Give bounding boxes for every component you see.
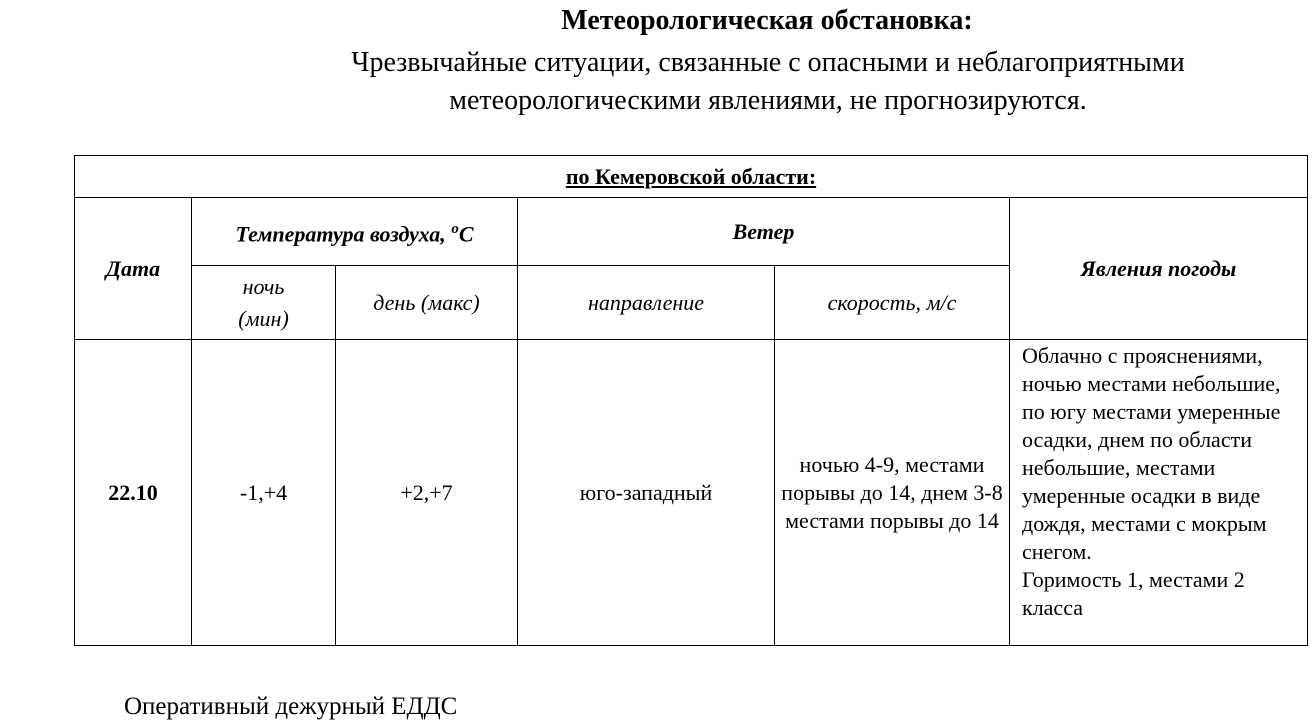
- forecast-summary-line-1: Чрезвычайные ситуации, связанные с опасными и неблагоприятными: [351, 47, 1185, 78]
- cell-wind-speed: ночью 4-9, местами порывы до 14, днем 3-8 местами порывы до 14: [775, 340, 1010, 646]
- header-night-line-2: (мин): [238, 305, 289, 331]
- cell-weather: [1010, 340, 1308, 646]
- header-temperature-unit: С: [458, 221, 474, 247]
- cell-date: 22.10: [75, 340, 192, 646]
- header-speed: скорость, м/с: [775, 266, 1010, 340]
- header-day: день (макс): [336, 266, 518, 340]
- region-header: по Кемеровской области:: [75, 156, 1308, 198]
- header-temperature: [192, 198, 518, 266]
- header-temperature-title: Температура воздуха,: [235, 221, 452, 247]
- cell-weather-description: Облачно с прояснениями, ночью местами небольшие, по югу местами умеренные осадки, днем по области небольшие, местами умеренные осадки в виде дождя, местами с мокрым снегом.: [1022, 343, 1281, 564]
- header-row-main: [75, 198, 1308, 266]
- cell-wind-direction: юго-западный: [518, 340, 775, 646]
- header-night: [192, 266, 336, 340]
- region-row: [75, 156, 1308, 198]
- forecast-summary: [262, 44, 1274, 120]
- document-title: Метеорологическая обстановка:: [561, 5, 973, 36]
- forecast-summary-line-2: метеорологическими явлениями, не прогнозируются.: [449, 85, 1087, 116]
- cell-night-temp: -1,+4: [192, 340, 336, 646]
- weather-forecast-table: [74, 155, 1308, 646]
- header-direction: направление: [518, 266, 775, 340]
- header-temperature-degree: о: [451, 220, 459, 237]
- cell-day-temp: +2,+7: [336, 340, 518, 646]
- cell-weather-fire-danger: Горимость 1, местами 2 класса: [1022, 567, 1245, 620]
- header-weather: Явления погоды: [1010, 198, 1308, 340]
- header-wind: Ветер: [518, 198, 1010, 266]
- header-night-line-1: ночь: [242, 273, 285, 299]
- table-row: [75, 340, 1308, 646]
- duty-officer-signature: Оперативный дежурный ЕДДС: [124, 693, 458, 720]
- header-date: Дата: [75, 198, 192, 340]
